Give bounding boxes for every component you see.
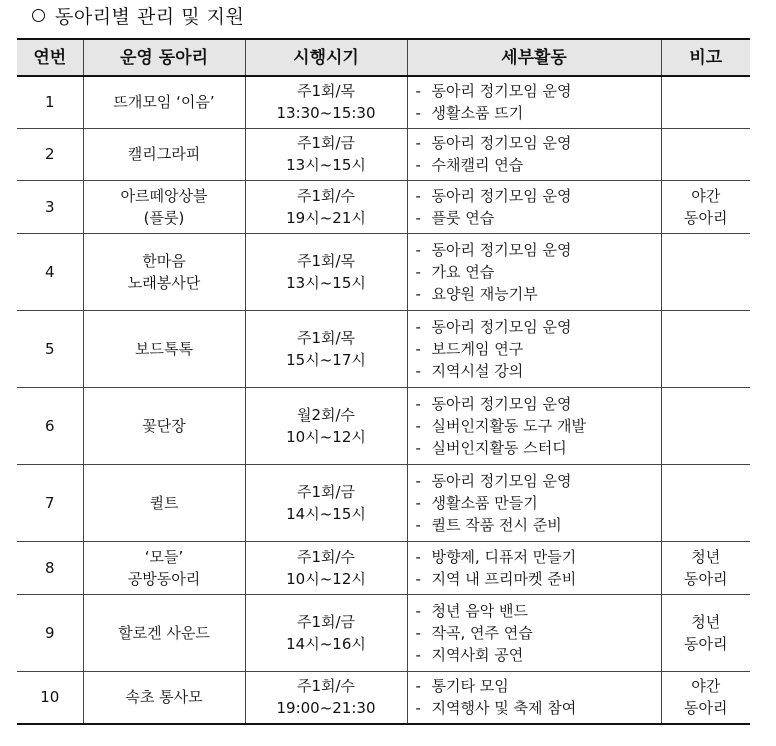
activities-cell [407, 464, 661, 541]
dash-bullet-icon: - [415, 394, 421, 413]
activity-text: 지역시설 강의 [431, 361, 524, 380]
activity-item [416, 600, 661, 622]
activity-item [416, 675, 661, 697]
row-number: 8 [17, 541, 83, 594]
schedule-cell [245, 387, 407, 464]
schedule-cell [245, 594, 407, 671]
activity-item [416, 514, 661, 536]
dash-bullet-icon: - [415, 104, 421, 123]
dash-bullet-icon: - [415, 547, 421, 566]
schedule-text: 주1회/수 [296, 186, 356, 205]
schedule-cell [245, 180, 407, 233]
activity-item [416, 622, 661, 644]
schedule-text: 주1회/목 [296, 251, 356, 270]
schedule-text: 14시~16시 [286, 634, 366, 653]
activity-item [416, 283, 661, 305]
activity-text: 수채캘리 연습 [431, 156, 524, 174]
note-text: 동아리 [684, 208, 728, 227]
dash-bullet-icon: - [415, 493, 421, 512]
header-activities: 세부활동 [407, 39, 661, 76]
row-number: 10 [17, 671, 83, 724]
schedule-text: 15시~17시 [286, 350, 366, 369]
club-name-cell [83, 671, 245, 724]
schedule-text: 10시~12시 [286, 569, 366, 588]
club-name: 퀼트 [149, 493, 179, 512]
row-number: 5 [17, 310, 83, 387]
dash-bullet-icon: - [415, 645, 421, 664]
club-name: 뜨개모임 ‘이음’ [113, 93, 215, 112]
schedule-cell [245, 671, 407, 724]
activity-text: 지역 내 프리마켓 준비 [431, 569, 577, 588]
activity-text: 실버인지활동 스터디 [431, 438, 567, 457]
note-text: 동아리 [684, 699, 728, 718]
dash-bullet-icon: - [415, 186, 421, 205]
note-text: 청년 [691, 612, 721, 631]
note-text: 야간 [691, 186, 721, 205]
club-name-cell [83, 310, 245, 387]
schedule-text: 월2회/수 [296, 405, 356, 424]
activities-cell [407, 671, 661, 724]
dash-bullet-icon: - [415, 284, 421, 303]
note-text: 야간 [691, 677, 721, 696]
row-number: 1 [17, 76, 83, 128]
note-text: 청년 [691, 547, 721, 566]
activities-cell [407, 310, 661, 387]
row-number: 3 [17, 180, 83, 233]
activity-text: 동아리 정기모임 운영 [431, 471, 572, 490]
schedule-text: 13:30~15:30 [276, 104, 376, 123]
schedule-text: 19:00~21:30 [276, 699, 376, 718]
club-name-cell [83, 128, 245, 180]
activity-item [416, 132, 661, 154]
section-title-text: 동아리별 관리 및 지원 [55, 6, 245, 28]
activity-text: 동아리 정기모임 운영 [431, 240, 572, 259]
dash-bullet-icon: - [415, 361, 421, 380]
activity-text: 가요 연습 [431, 262, 495, 281]
activity-item [416, 360, 661, 382]
dash-bullet-icon: - [415, 569, 421, 588]
schedule-text: 주1회/목 [296, 328, 356, 347]
table-row [17, 233, 750, 310]
schedule-text: 주1회/금 [296, 612, 356, 631]
activity-item [416, 644, 661, 666]
header-row [17, 39, 750, 76]
activities-cell [407, 233, 661, 310]
row-number: 2 [17, 128, 83, 180]
dash-bullet-icon: - [415, 240, 421, 259]
club-name: 한마음 [142, 251, 186, 270]
note-text: 동아리 [684, 569, 728, 588]
club-name: (플룻) [143, 208, 185, 227]
table-row [17, 76, 750, 128]
club-name-cell [83, 387, 245, 464]
activity-text: 청년 음악 밴드 [431, 601, 528, 620]
dash-bullet-icon: - [415, 208, 421, 227]
circle-bullet-icon [32, 9, 45, 22]
club-name: 노래봉사단 [127, 273, 201, 292]
table-row [17, 464, 750, 541]
club-name: 속초 통사모 [125, 688, 203, 707]
note-cell [661, 310, 750, 387]
dash-bullet-icon: - [415, 134, 421, 152]
club-name-cell [83, 541, 245, 594]
dash-bullet-icon: - [415, 317, 421, 336]
club-name: 할로겐 사운드 [118, 623, 210, 642]
activity-text: 동아리 정기모임 운영 [431, 394, 572, 413]
club-name: 보드톡톡 [135, 339, 193, 358]
note-cell [661, 233, 750, 310]
activity-item [416, 546, 661, 568]
club-name: ‘모들’ [144, 547, 184, 566]
activity-item [416, 470, 661, 492]
note-cell [661, 180, 750, 233]
activity-item [416, 492, 661, 514]
activities-cell [407, 180, 661, 233]
table-row [17, 671, 750, 724]
schedule-text: 13시~15시 [286, 273, 366, 292]
club-name: 캘리그라피 [127, 145, 201, 163]
note-cell [661, 76, 750, 128]
club-name-cell [83, 76, 245, 128]
activity-text: 보드게임 연구 [431, 339, 524, 358]
note-cell [661, 594, 750, 671]
dash-bullet-icon: - [415, 471, 421, 490]
table-row [17, 310, 750, 387]
activity-item [416, 239, 661, 261]
activity-text: 통기타 모임 [431, 677, 509, 696]
club-name-cell [83, 233, 245, 310]
dash-bullet-icon: - [415, 262, 421, 281]
note-cell [661, 128, 750, 180]
activity-item [416, 154, 661, 176]
schedule-cell [245, 541, 407, 594]
club-name: 공방동아리 [127, 569, 201, 588]
row-number: 6 [17, 387, 83, 464]
header-schedule: 시행시기 [245, 39, 407, 76]
activity-text: 동아리 정기모임 운영 [431, 134, 572, 152]
header-club: 운영 동아리 [83, 39, 245, 76]
activity-text: 생활소품 뜨기 [431, 104, 524, 123]
header-note: 비고 [661, 39, 750, 76]
activity-item [416, 338, 661, 360]
activity-item [416, 437, 661, 459]
activity-text: 동아리 정기모임 운영 [431, 186, 572, 205]
activities-cell [407, 387, 661, 464]
activity-text: 플룻 연습 [431, 208, 495, 227]
activity-item [416, 415, 661, 437]
note-cell [661, 387, 750, 464]
dash-bullet-icon: - [415, 623, 421, 642]
section-title [32, 2, 244, 29]
activities-cell [407, 594, 661, 671]
schedule-cell [245, 310, 407, 387]
activities-cell [407, 76, 661, 128]
activity-text: 작곡, 연주 연습 [431, 623, 533, 642]
club-name: 꽃단장 [142, 416, 186, 435]
schedule-cell [245, 76, 407, 128]
header-no: 연번 [17, 39, 83, 76]
activity-item [416, 102, 661, 124]
dash-bullet-icon: - [415, 339, 421, 358]
activity-item [416, 697, 661, 719]
activity-text: 동아리 정기모임 운영 [431, 82, 572, 101]
schedule-text: 주1회/수 [296, 677, 356, 696]
schedule-cell [245, 128, 407, 180]
schedule-cell [245, 464, 407, 541]
activity-item [416, 80, 661, 102]
schedule-text: 14시~15시 [286, 504, 366, 523]
activity-text: 퀼트 작품 전시 준비 [431, 515, 562, 534]
dash-bullet-icon: - [415, 438, 421, 457]
club-table [17, 38, 750, 725]
dash-bullet-icon: - [415, 416, 421, 435]
activity-text: 방향제, 디퓨저 만들기 [431, 547, 577, 566]
activity-item [416, 207, 661, 229]
schedule-text: 13시~15시 [286, 156, 366, 174]
row-number: 7 [17, 464, 83, 541]
club-name: 아르떼앙상블 [120, 186, 208, 205]
schedule-text: 10시~12시 [286, 427, 366, 446]
dash-bullet-icon: - [415, 82, 421, 101]
activity-text: 생활소품 만들기 [431, 493, 538, 512]
activities-cell [407, 128, 661, 180]
activity-item [416, 261, 661, 283]
schedule-cell [245, 233, 407, 310]
activity-item [416, 185, 661, 207]
activity-text: 동아리 정기모임 운영 [431, 317, 572, 336]
note-cell [661, 464, 750, 541]
activity-text: 요양원 재능기부 [431, 284, 538, 303]
activity-text: 지역행사 및 축제 참여 [431, 699, 577, 718]
note-cell [661, 541, 750, 594]
dash-bullet-icon: - [415, 156, 421, 174]
schedule-text: 주1회/금 [296, 482, 356, 501]
table-row [17, 180, 750, 233]
table-row [17, 128, 750, 180]
activity-text: 지역사회 공연 [431, 645, 524, 664]
row-number: 4 [17, 233, 83, 310]
schedule-text: 주1회/금 [296, 134, 356, 152]
dash-bullet-icon: - [415, 677, 421, 696]
activity-item [416, 316, 661, 338]
row-number: 9 [17, 594, 83, 671]
table-row [17, 387, 750, 464]
club-name-cell [83, 594, 245, 671]
activity-item [416, 568, 661, 590]
club-name-cell [83, 180, 245, 233]
schedule-text: 19시~21시 [286, 208, 366, 227]
dash-bullet-icon: - [415, 601, 421, 620]
schedule-text: 주1회/목 [296, 82, 356, 101]
dash-bullet-icon: - [415, 515, 421, 534]
dash-bullet-icon: - [415, 699, 421, 718]
activities-cell [407, 541, 661, 594]
activity-item [416, 393, 661, 415]
activity-text: 실버인지활동 도구 개발 [431, 416, 586, 435]
club-name-cell [83, 464, 245, 541]
table-row [17, 541, 750, 594]
schedule-text: 주1회/수 [296, 547, 356, 566]
table-row [17, 594, 750, 671]
note-text: 동아리 [684, 634, 728, 653]
note-cell [661, 671, 750, 724]
